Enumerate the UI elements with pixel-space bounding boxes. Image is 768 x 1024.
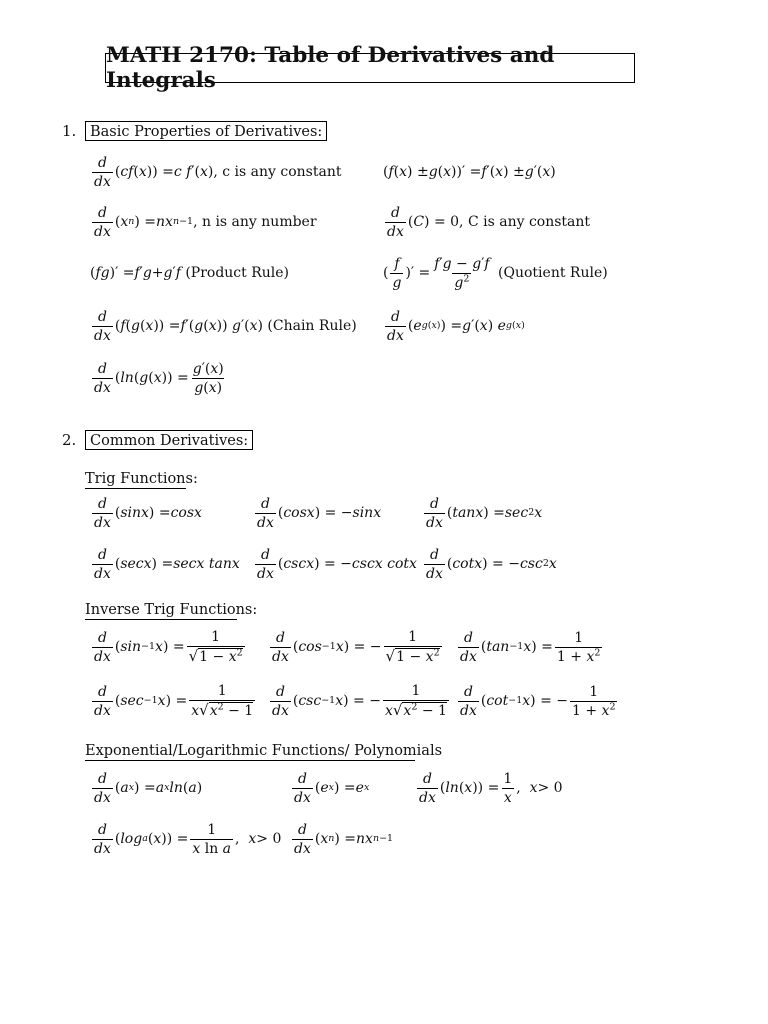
section-1-number: 1. <box>62 122 77 140</box>
formula-quotient-rule: ( f g )′ = f′g − g′f $g^2$ (Quotient Rule) <box>383 255 608 291</box>
trig-functions-heading: Trig Functions: <box>85 471 198 487</box>
formula-product-rule: ( fg )′ = f ′ g + g ′ f (Product Rule) <box>90 265 290 281</box>
inverse-trig-heading-underline <box>85 619 237 620</box>
formula-deriv-sec: d dx ( secx ) = secx tanx <box>94 546 240 582</box>
formula-deriv-arccsc: d dx ( csc −1 x ) = − 1 $x√x^2 - 1$ <box>272 683 447 719</box>
formula-deriv-log-base-a: d dx ( log a ( x )) = 1 x ln a , x > 0 <box>94 821 282 857</box>
trig-heading-underline <box>85 488 186 489</box>
formula-deriv-csc: d dx ( cscx ) = − cscx cotx <box>257 546 417 582</box>
formula-constant-multiple: d dx ( cf ( x )) = c f ′( x ) , c is any constant <box>94 154 342 190</box>
formula-deriv-power: d dx ( x n ) = nx n−1 <box>294 821 394 857</box>
inverse-trig-heading: Inverse Trig Functions: <box>85 602 258 618</box>
formula-deriv-arccos: d dx ( cos −1 x ) = − 1 $√1 - x^2$ <box>272 629 440 665</box>
formula-power-rule: d dx ( x n ) = nx n−1 , n is any number <box>94 204 317 240</box>
formula-deriv-arcsin: d dx ( sin −1 x ) = 1 $√1 - x^2$ <box>94 629 243 665</box>
formula-deriv-arccot: d dx ( cot −1 x ) = − 1 $1 + x^2$ <box>460 683 616 719</box>
formula-deriv-tan: d dx ( tanx ) = sec 2 x <box>426 495 543 531</box>
formula-deriv-arctan: d dx ( tan −1 x ) = 1 $1 + x^2$ <box>460 629 601 665</box>
formula-log-chain: d dx ( ln ( g ( x )) = g′(x) g(x) <box>94 360 224 396</box>
formula-deriv-a-to-x: d dx ( a x ) = a x ln ( a ) <box>94 770 203 806</box>
formula-deriv-arcsec: d dx ( sec −1 x ) = 1 $x√x^2 - 1$ <box>94 683 254 719</box>
formula-deriv-ln: d dx ( ln ( x )) = 1 x , x > 0 <box>419 770 563 806</box>
formula-exp-chain: d dx ( e g(x) ) = g ′( x ) e g(x) <box>387 308 525 344</box>
formula-deriv-sin: d dx ( sinx ) = cosx <box>94 495 202 531</box>
formula-sum-rule: ( f ( x ) ± g ( x ))′ = f ′( x ) ± g ′( x ) <box>383 164 556 180</box>
section-2-heading: Common Derivatives: <box>85 430 253 450</box>
formula-constant-rule: d dx ( C ) = 0, C is any constant <box>387 204 591 240</box>
formula-deriv-e-to-x: d dx ( e x ) = e x <box>294 770 370 806</box>
exp-log-heading: Exponential/Logarithmic Functions/ Polynomials <box>85 743 443 759</box>
formula-chain-rule: d dx ( f ( g ( x )) = f ′( g ( x )) g ′( x ) (Chain Rule) <box>94 308 357 344</box>
section-2-number: 2. <box>62 431 77 449</box>
formula-deriv-cot: d dx ( cotx ) = − csc 2 x <box>426 546 557 582</box>
exp-log-heading-underline <box>85 760 415 761</box>
formula-deriv-cos: d dx ( cosx ) = − sinx <box>257 495 382 531</box>
page-title: MATH 2170: Table of Derivatives and Integrals <box>105 53 635 83</box>
section-1-heading: Basic Properties of Derivatives: <box>85 121 327 141</box>
